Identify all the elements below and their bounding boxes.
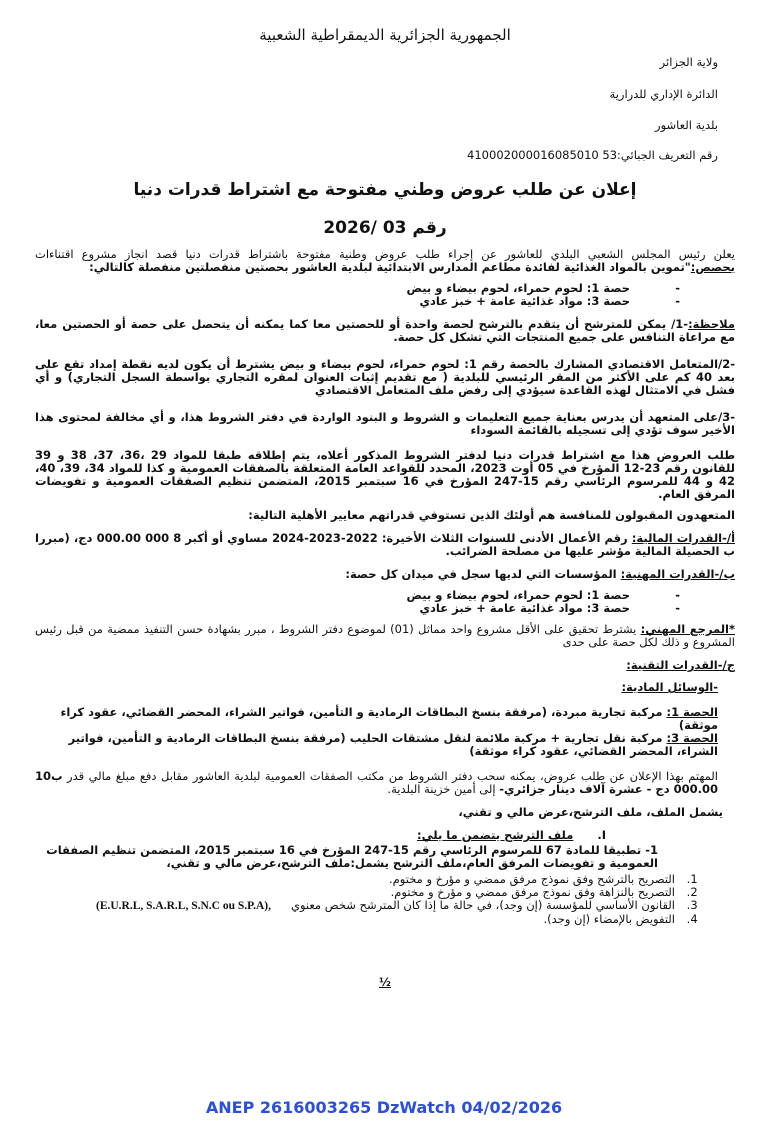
note-label: ملاحظة: [688, 317, 735, 331]
publication-footer: ANEP 2616003265 DzWatch 04/02/2026 [205, 1098, 563, 1117]
candidacy-item-1 [35, 844, 658, 870]
lots-list [35, 282, 680, 308]
announcement-number: رقم 03 /2026 [323, 218, 447, 238]
lot-3-text: مركبة نقل تجارية + مركبة ملائمة لنقل مشتقات الحليب (مرفقة بنسخ البطاقات الرمادية و التأمين، فواتير الشراء، المحضر القضائي، عقود كراء موثقة) [68, 731, 718, 758]
daira: الدائرة الإداري للدرارية [609, 87, 718, 101]
item-number: 1- [645, 843, 658, 857]
material-means-label: -الوسائل المادية: [621, 680, 718, 694]
lot-1-text: مركبة تجارية مبردة، (مرفقة بنسخ البطاقات الرمادية و التأمين، فواتير الشراء، المحضر القضائي، عقود كراء موثقة) [60, 705, 718, 732]
item-1-text: تطبيقا للمادة 67 للمرسوم الرئاسي رقم 15-247 المؤرخ في 16 سبتمبر 2015، المتضمن تنظيم الصفقات العمومية و تفويضات المرفق العام،ملف الترشح يشمل:ملف الترشح،عرض مالي و تقني، [46, 843, 658, 870]
candidacy-documents [35, 873, 728, 926]
reference-text: يشترط تحقيق على الأقل مشروع واحد مماثل (01) لموضوع دفتر الشروط ، مبرر بشهادة حسن التنفيذ ممضية من قبل رئيس المشروع و ذلك لكل حصة على حدى [35, 622, 735, 649]
intro-paragraph [35, 248, 735, 274]
withdrawal-text-2: إلى أمين خزينة البلدية. [387, 782, 496, 796]
tax-id-label: رقم التعريف الجبائي: [617, 148, 718, 162]
lot-3-label: الحصة 3: [666, 731, 718, 745]
page-title: إعلان عن طلب عروض وطني مفتوحة مع اشتراط قدرات دنيا [133, 180, 637, 200]
wilaya: ولاية الجزائر [659, 55, 718, 69]
company-types: (E.U.R.L, S.A.R.L, S.N.C ou S.P.A), [95, 900, 271, 912]
professional-label: ب/-القدرات المهنية: [620, 567, 735, 581]
professional-reference [35, 623, 735, 649]
professional-capacity [35, 568, 735, 581]
page-number: ½ [379, 975, 391, 989]
lots-label: بحصص: [690, 260, 735, 274]
tax-id: 410002000016085010 53 [467, 148, 618, 162]
lots-list-professional [35, 589, 680, 615]
withdrawal-text: المهتم بهذا الإعلان عن طلب عروض، يمكنه سحب دفتر الشروط من مكتب الصفقات العمومية لبلدية العاشور مقابل دفع مبلغ مالي قدر [67, 769, 719, 783]
lot-3-means [35, 732, 718, 758]
tax-id-line [35, 149, 718, 162]
professional-text: المؤسسات التي لديها سجل في ميدان كل حصة: [345, 567, 617, 581]
candidacy-file-heading [35, 829, 606, 842]
lot-item: - حصة 3: مواد غذائية عامة + خبز عادي [35, 295, 680, 308]
document-item: 1. التصريح بالترشح وفق نموذج مرفق ممضي و مؤرخ و مختوم. [35, 873, 683, 886]
withdrawal-amount: ب10 000.00 دج - عشرة آلاف دينار جزائري- [35, 769, 718, 796]
lot-1-means [35, 706, 718, 732]
financial-capacity [35, 532, 735, 558]
note-1 [35, 318, 735, 344]
commune: بلدية العاشور [655, 118, 718, 132]
document-item: 4. التفويض بالإمضاء (إن وجد). [35, 913, 683, 926]
financial-text: رقم الأعمال الأدنى للسنوات الثلاث الأخيرة: 2022-2023-2024 مساوي أو أكبر 8 000 000.00 دج، (مبررا ب الحصيلة المالية مؤشر عليها من مصلحة الضرائب. [35, 531, 735, 558]
note-1-text: -1/ يمكن للمترشح أن يتقدم بالترشح لحصة واحدة أو للحصتين معا كما يمكنه أن يتحصل على حصة أو الحصتين معا، مع مراعاة التنافس على جميع المنتجات التي تشكل كل حصة. [35, 317, 735, 344]
eligibility-intro: المتعهدون المقبولون للمنافسة هم أولئك الذين تستوفي قدراتهم معايير الأهلية التالية: [248, 508, 735, 522]
lot-item: - حصة 1: لحوم حمراء، لحوم بيضاء و بيض [35, 589, 680, 602]
financial-label: أ/-القدرات المالية: [631, 531, 736, 545]
lot-item: - حصة 1: لحوم حمراء، لحوم بيضاء و بيض [35, 282, 680, 295]
legal-basis: طلب العروض هذا مع اشتراط قدرات دنيا لدفتر الشروط المذكور أعلاه، يتم إطلاقه طبقا للمواد 29 ،36، 37، 38 و 39 للقانون رقم 23-12 المؤرخ في 05 أوت 2023، المحدد للقواعد العامة المتعلقة بالصفقات العمومية و كذا للمواد 34، 39، 40، 42 و 44 للمرسوم الرئاسي رقم 15-247 المؤرخ في 16 سبتمبر 2015، المتضمن تنظيم الصفقات العمومية و تفويضات المرفق العام. [35, 448, 736, 501]
document-item [35, 899, 683, 913]
lot-item: - حصة 3: مواد غذائية عامة + خبز عادي [35, 602, 680, 615]
candidacy-label: ملف الترشح يتضمن ما يلي: [417, 828, 574, 842]
document-text: القانون الأساسي للمؤسسة (إن وجد)، في حالة ما إذا كان المترشح شخص معنوي [290, 898, 675, 912]
technical-capacity-label: ج/-القدرات التقنية: [626, 658, 735, 672]
intro-text: يعلن رئيس المجلس الشعبي البلدي للعاشور عن إجراء طلب عروض وطنية مفتوحة باشتراط قدرات دنيا قصد انجاز مشروع اقتناءات [35, 247, 735, 261]
project-title: "تموين بالمواد الغذائية لفائدة مطاعم المدارس الابتدائية لبلدية العاشور بحصتين منفصلتين منفصلة كالتالي: [89, 260, 691, 274]
lot-1-label: الحصة 1: [666, 705, 718, 719]
reference-label: *المرجع المهني: [640, 622, 736, 636]
republic-header: الجمهورية الجزائرية الديمقراطية الشعبية [259, 26, 511, 44]
withdrawal-info [35, 770, 718, 796]
note-3: -3/على المتعهد أن يدرس بعناية جميع التعليمات و الشروط و البنود الواردة في دفتر الشروط هذا، و أي مخالفة لمحتوى هذا الأخير سوف تؤدي إلى تسجيله بالقائمة السوداء [35, 410, 735, 437]
document-item: 2. التصريح بالنزاهة وفق نموذج مرفق ممضي و مؤرخ و مختوم. [35, 886, 683, 899]
file-contents: يشمل الملف، ملف الترشح،عرض مالي و تقني، [458, 805, 723, 819]
note-2: -2/المتعامل الاقتصادي المشارك بالحصة رقم 1: لحوم حمراء، لحوم بيضاء و بيض يشترط أن يكون لديه نقطة إمداد تقع على بعد 40 كم على الأكثر من المقر الرئيسي للبلدية ( مع تقديم إثبات العنوان لمقره التجاري بواسطة السجل التجاري) و أي فشل في الامتثال لهذه القاعدة سيؤدي إلى رفض ملف المتعامل الاقتصادي [35, 357, 736, 397]
section-numeral: I. [597, 828, 606, 842]
